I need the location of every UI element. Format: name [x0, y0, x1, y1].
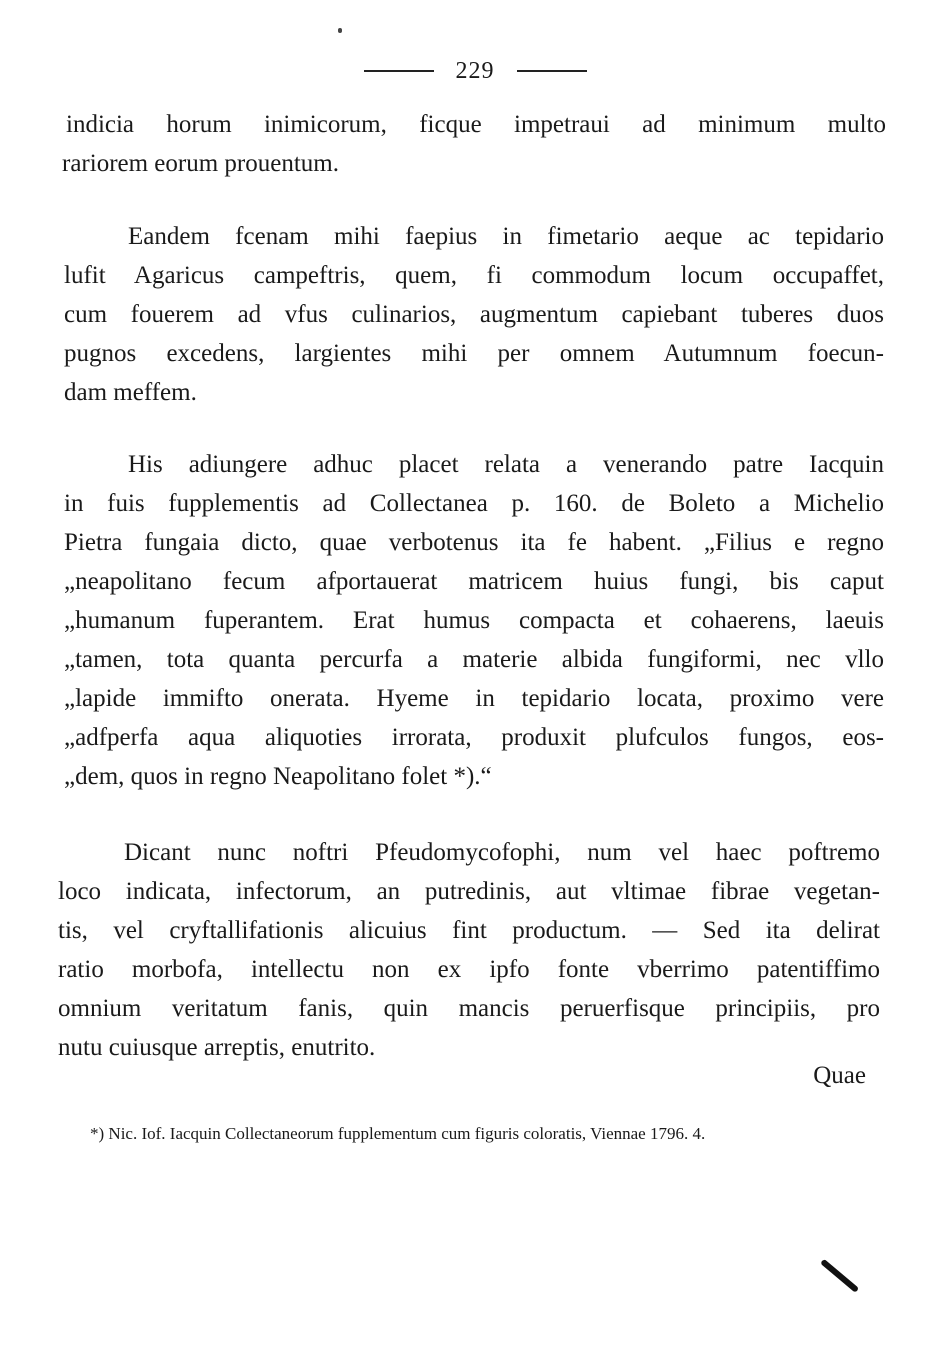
text-line: „tamen, tota quanta percurfa a materie albida fungiformi, nec vllo	[64, 646, 884, 673]
text-line: „adfperfa aqua aliquoties irrorata, produxit plufculos fungos, eos-	[64, 724, 884, 751]
text-line: Eandem fcenam mihi faepius in fimetario aeque ac tepidario	[128, 223, 884, 250]
text-line: „humanum fuperantem. Erat humus compacta et cohaerens, laeuis	[64, 607, 884, 634]
text-line: rariorem eorum prouentum.	[62, 150, 339, 177]
header-rule-left	[364, 70, 434, 72]
text-line: Dicant nunc noftri Pfeudomycofophi, num vel haec poftremo	[124, 839, 880, 866]
text-line: nutu cuiusque arreptis, enutrito.	[58, 1034, 376, 1061]
text-line: in fuis fupplementis ad Collectanea p. 160. de Boleto a Michelio	[64, 490, 884, 517]
text-line: ratio morbofa, intellectu non ex ipfo fonte vberrimo patentiffimo	[58, 956, 880, 983]
text-line: loco indicata, infectorum, an putredinis, aut vltimae fibrae vegetan-	[58, 878, 880, 905]
text-line: cum fouerem ad vfus culinarios, augmentum capiebant tuberes duos	[64, 301, 884, 328]
catchword: Quae	[813, 1062, 866, 1089]
text-line: pugnos excedens, largientes mihi per omnem Autumnum foecun-	[64, 340, 884, 367]
text-line: „neapolitano fecum afportauerat matricem huius fungi, bis caput	[64, 568, 884, 595]
text-line: dam meffem.	[64, 379, 197, 406]
text-line: His adiungere adhuc placet relata a venerando patre Iacquin	[128, 451, 884, 478]
text-line: indicia horum inimicorum, ficque impetraui ad minimum multo	[66, 111, 886, 138]
footnote: *) Nic. Iof. Iacquin Collectaneorum fupplementum cum figuris coloratis, Viennae 1796. 4.	[90, 1124, 706, 1143]
text-line: tis, vel cryftallifationis alicuius fint productum. — Sed ita delirat	[58, 917, 880, 944]
ink-speck	[338, 28, 342, 33]
text-line: lufit Agaricus campeftris, quem, fi commodum locum occupaffet,	[64, 262, 884, 289]
text-line: omnium veritatum fanis, quin mancis peruerfisque principiis, pro	[58, 995, 880, 1022]
ink-stroke-mark	[820, 1259, 859, 1293]
header-rule-right	[517, 70, 587, 72]
text-line: „dem, quos in regno Neapolitano folet *).“	[64, 763, 492, 790]
text-line: Pietra fungaia dicto, quae verbotenus ita fe habent. „Filius e regno	[64, 529, 884, 556]
page-header	[0, 56, 950, 86]
page-number: 229	[455, 57, 495, 84]
text-line: „lapide immifto onerata. Hyeme in tepidario locata, proximo vere	[64, 685, 884, 712]
